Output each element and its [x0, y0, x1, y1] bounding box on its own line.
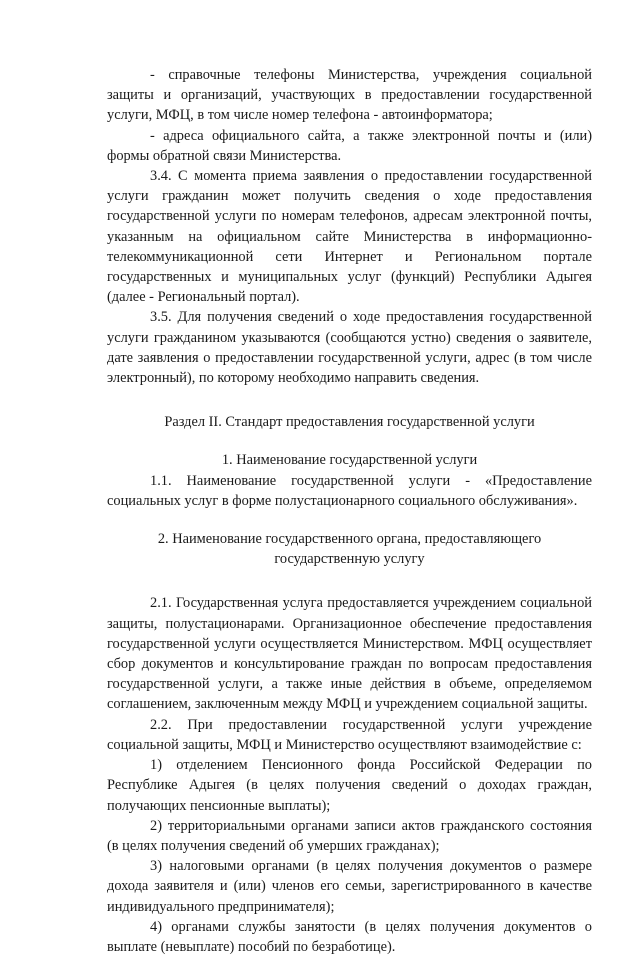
spacer [107, 511, 592, 529]
section-heading: 2. Наименование государственного органа, предоставляющего государственную услугу [157, 531, 542, 568]
paragraph: 3) налоговыми органами (в целях получения документов о размере дохода заявителя и (или) членов его семьи, зарегистрированного в качестве индивидуального предпринимателя); [107, 858, 592, 915]
paragraph: 2.1. Государственная услуга предоставляется учреждением социальной защиты, полустационарами. Организационное обеспечение предоставления государственной услуги осуществляется Министерством. МФЦ осуществляет сбор документов и консультирование граждан по вопросам предоставления государственной услуги, а также иные действия в объеме, определяемом соглашением, заключенным между МФЦ и учреждением социальной защиты. [107, 595, 592, 713]
paragraph: 4) органами службы занятости (в целях получения документов о выплате (невыплате) пособий по безработице). [107, 918, 592, 955]
paragraph: - справочные телефоны Министерства, учреждения социальной защиты и организаций, участвующих в предоставлении государственной услуги, МФЦ, в том числе номер телефона - автоинформатора; [107, 67, 592, 124]
paragraph: 2.2. При предоставлении государственной услуги учреждение социальной защиты, МФЦ и Министерство осуществляют взаимодействие с: [107, 716, 592, 753]
paragraph: - адреса официального сайта, а также электронной почты и (или) формы обратной связи Министерства. [107, 127, 592, 164]
paragraph: 1) отделением Пенсионного фонда Российской Федерации по Республике Адыгея (в целях получения сведений о доходах граждан, получающих пенсионные выплаты); [107, 757, 592, 814]
spacer [107, 388, 592, 412]
spacer [107, 569, 592, 593]
section-heading: Раздел II. Стандарт предоставления государственной услуги [164, 414, 535, 431]
paragraph: 2) территориальными органами записи актов гражданского состояния (в целях получения сведений об умерших гражданах); [107, 817, 592, 854]
spacer [107, 432, 592, 450]
paragraph: 1.1. Наименование государственной услуги - «Предоставление социальных услуг в форме полустационарного социального обслуживания». [107, 472, 592, 509]
paragraph: 3.5. Для получения сведений о ходе предоставления государственной услуги гражданином указываются (сообщаются устно) сведения о заявителе, дате заявления о предоставлении государственной услуги, адрес (в том числе электронный), по которому необходимо направить сведения. [107, 309, 592, 387]
section-heading: 1. Наименование государственной услуги [221, 452, 478, 469]
paragraph: 3.4. С момента приема заявления о предоставлении государственной услуги гражданин может получить сведения о ходе предоставления государственной услуги по номерам телефонов, адресам электронной почты, указанным на официальном сайте Министерства в информационно-телекоммуникационной сети Интернет и Региональном портале государственных и муниципальных услуг (функций) Республики Адыгея (далее - Региональный портал). [107, 168, 592, 306]
